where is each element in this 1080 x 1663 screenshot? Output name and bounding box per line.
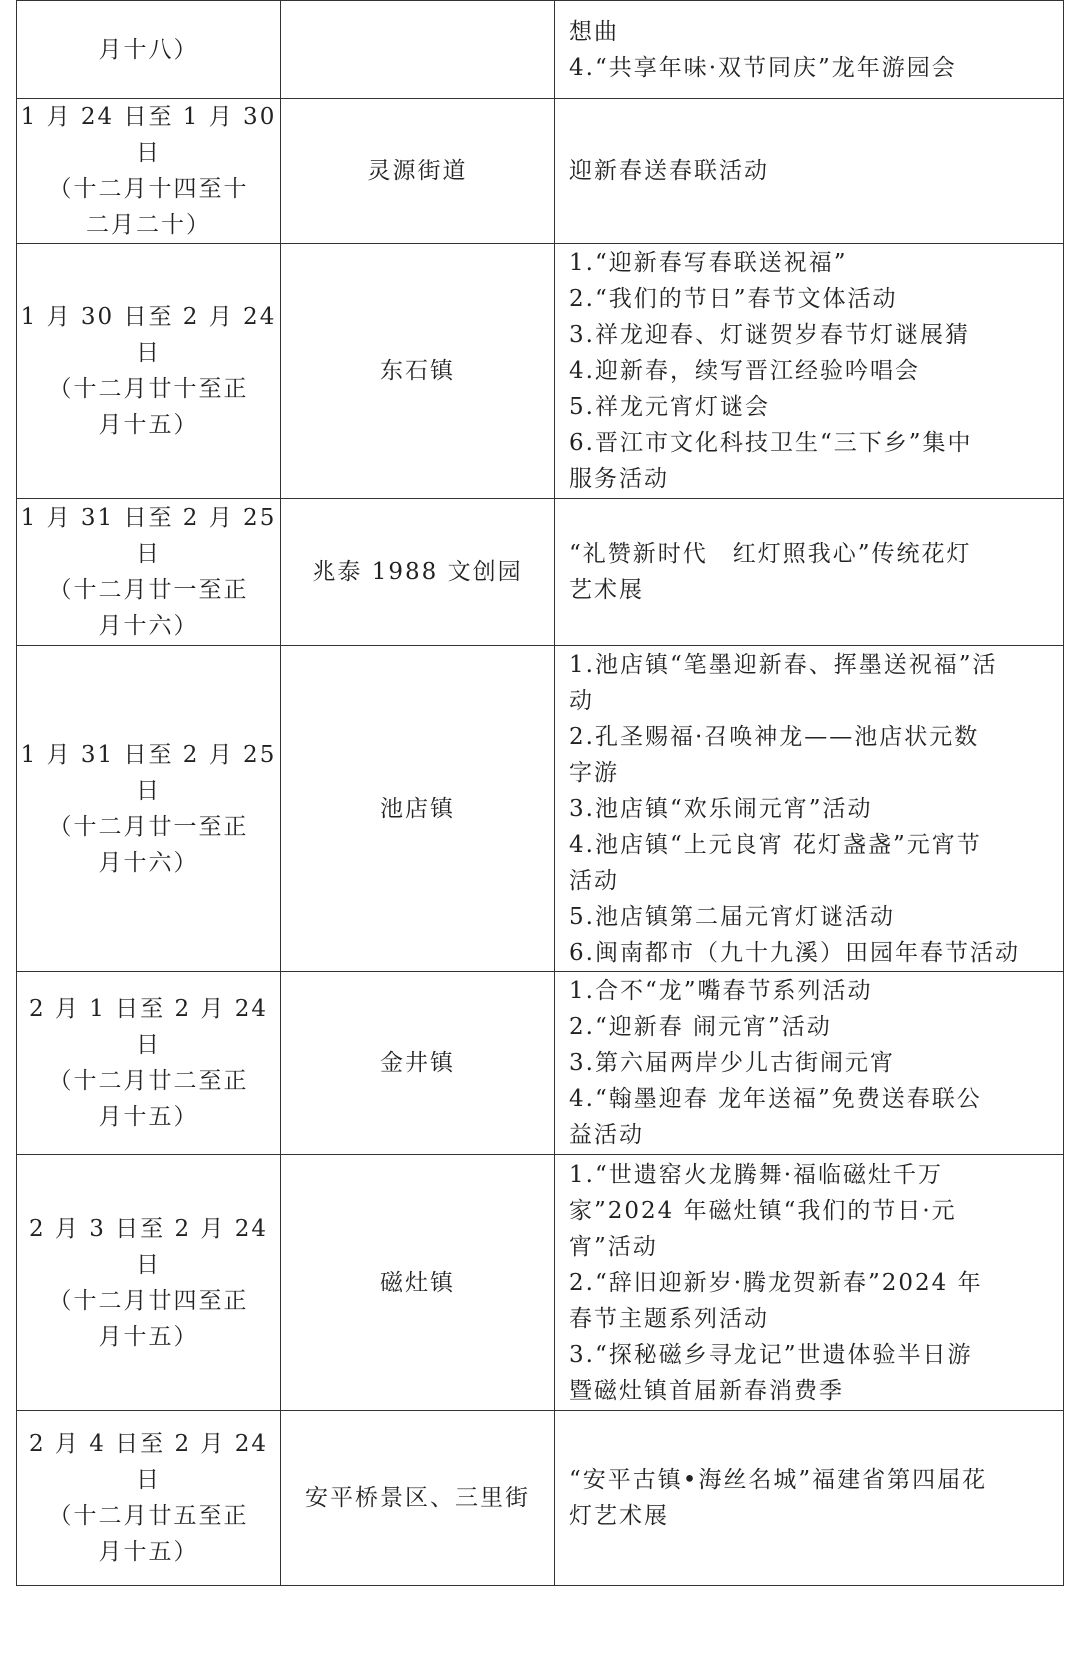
date-line: 日	[136, 777, 161, 804]
place-cell	[281, 1, 555, 99]
event-line: 4.池店镇“上元良宵 花灯盏盏”元宵节	[569, 831, 982, 858]
events-cell	[555, 1155, 1064, 1411]
date-line: 月十六）	[98, 849, 199, 876]
place-cell	[281, 646, 555, 972]
event-line: 3.第六届两岸少儿古街闹元宵	[569, 1050, 895, 1076]
event-line: 1.“迎新春写春联送祝福”	[569, 250, 848, 276]
place-name: 灵源街道	[367, 158, 468, 184]
date-cell	[17, 244, 281, 499]
place-cell	[281, 99, 555, 244]
date-line: 1 月 31 日至 2 月 25	[20, 505, 277, 531]
date-cell	[17, 972, 281, 1155]
place-cell	[281, 1411, 555, 1586]
date-line: 月十五）	[98, 1539, 199, 1565]
event-line: 2.“辞旧迎新岁·腾龙贺新春”2024 年	[569, 1269, 983, 1296]
event-line: 2.孔圣赐福·召唤神龙——池店状元数	[569, 723, 980, 750]
place-name: 东石镇	[380, 358, 455, 384]
place-name: 池店镇	[380, 795, 455, 822]
event-line: 1.池店镇“笔墨迎新春、挥墨送祝福”活	[569, 651, 998, 678]
date-line: （十二月廿五至正	[48, 1503, 249, 1529]
event-line: 益活动	[569, 1122, 644, 1148]
events-cell	[555, 1411, 1064, 1586]
events-cell	[555, 1, 1064, 99]
date-cell	[17, 1, 281, 99]
date-line: 月十八）	[98, 36, 199, 63]
place-cell	[281, 244, 555, 499]
table-row	[17, 1155, 1064, 1411]
date-cell	[17, 1411, 281, 1586]
date-cell	[17, 1155, 281, 1411]
event-line: 家”2024 年磁灶镇“我们的节日·元	[569, 1197, 957, 1224]
event-line: 字游	[569, 759, 619, 786]
date-line: 2 月 3 日至 2 月 24	[28, 1215, 269, 1242]
event-line: “礼赞新时代 红灯照我心”传统花灯	[569, 541, 972, 567]
date-line: 日	[136, 140, 161, 166]
event-line: 宵”活动	[569, 1233, 658, 1260]
date-line: 日	[136, 340, 161, 366]
date-line: 1 月 24 日至 1 月 30	[20, 104, 277, 130]
event-line: 4.“共享年味·双节同庆”龙年游园会	[569, 54, 957, 81]
place-name: 金井镇	[380, 1050, 455, 1076]
table-row	[17, 99, 1064, 244]
event-line: 3.池店镇“欢乐闹元宵”活动	[569, 795, 873, 822]
date-line: 1 月 30 日至 2 月 24	[20, 304, 277, 330]
table-row	[17, 244, 1064, 499]
date-line: （十二月十四至十	[48, 176, 249, 202]
place-name: 磁灶镇	[380, 1269, 455, 1296]
event-line: 2.“我们的节日”春节文体活动	[569, 286, 898, 312]
event-line: 暨磁灶镇首届新春消费季	[569, 1377, 844, 1404]
date-line: 1 月 31 日至 2 月 25	[20, 741, 277, 768]
event-line: 4.“翰墨迎春 龙年送福”免费送春联公	[569, 1086, 982, 1112]
date-line: （十二月廿四至正	[48, 1287, 249, 1314]
date-line: （十二月廿一至正	[48, 813, 249, 840]
date-line: 日	[136, 1251, 161, 1278]
event-line: 5.祥龙元宵灯谜会	[569, 394, 770, 420]
table-row	[17, 972, 1064, 1155]
date-line: （十二月廿十至正	[48, 376, 249, 402]
date-line: 2 月 1 日至 2 月 24	[28, 996, 269, 1022]
place-cell	[281, 499, 555, 646]
place-name: 兆泰 1988 文创园	[312, 559, 523, 585]
date-line: 月十五）	[98, 1323, 199, 1350]
event-line: 春节主题系列活动	[569, 1305, 769, 1332]
event-line: 6.晋江市文化科技卫生“三下乡”集中	[569, 430, 973, 456]
events-cell	[555, 499, 1064, 646]
date-cell	[17, 99, 281, 244]
event-line: 1.合不“龙”嘴春节系列活动	[569, 978, 873, 1004]
table-row	[17, 499, 1064, 646]
date-cell	[17, 499, 281, 646]
event-line: 4.迎新春，续写晋江经验吟唱会	[569, 358, 920, 384]
date-line: （十二月廿二至正	[48, 1068, 249, 1094]
event-line: 3.“探秘磁乡寻龙记”世遗体验半日游	[569, 1341, 973, 1368]
event-line: 动	[569, 687, 594, 714]
table-row	[17, 1411, 1064, 1586]
date-line: 日	[136, 1032, 161, 1058]
event-line: 服务活动	[569, 466, 669, 492]
event-line: 2.“迎新春 闹元宵”活动	[569, 1014, 832, 1040]
date-line: 二月二十）	[86, 212, 211, 238]
events-cell	[555, 99, 1064, 244]
event-line: 1.“世遗窑火龙腾舞·福临磁灶千万	[569, 1161, 944, 1188]
date-line: 月十五）	[98, 412, 199, 438]
events-cell	[555, 244, 1064, 499]
place-cell	[281, 1155, 555, 1411]
event-line: “安平古镇•海丝名城”福建省第四届花	[569, 1467, 988, 1493]
table-row	[17, 1, 1064, 99]
date-line: （十二月廿一至正	[48, 577, 249, 603]
event-line: 活动	[569, 867, 619, 894]
event-line: 灯艺术展	[569, 1503, 669, 1529]
place-cell	[281, 972, 555, 1155]
place-name: 安平桥景区、三里街	[305, 1485, 530, 1511]
event-line: 3.祥龙迎春、灯谜贺岁春节灯谜展猜	[569, 322, 970, 348]
table-row	[17, 646, 1064, 972]
date-line: 月十五）	[98, 1104, 199, 1130]
date-line: 日	[136, 1467, 161, 1493]
event-line: 想曲	[569, 18, 619, 45]
date-line: 2 月 4 日至 2 月 24	[28, 1431, 269, 1457]
events-cell	[555, 646, 1064, 972]
date-line: 月十六）	[98, 613, 199, 639]
events-table	[16, 0, 1064, 1586]
event-line: 5.池店镇第二届元宵灯谜活动	[569, 903, 895, 930]
date-cell	[17, 646, 281, 972]
date-line: 日	[136, 541, 161, 567]
events-cell	[555, 972, 1064, 1155]
event-line: 艺术展	[569, 577, 644, 603]
event-line: 6.闽南都市（九十九溪）田园年春节活动	[569, 939, 1020, 966]
event-line: 迎新春送春联活动	[569, 158, 769, 184]
